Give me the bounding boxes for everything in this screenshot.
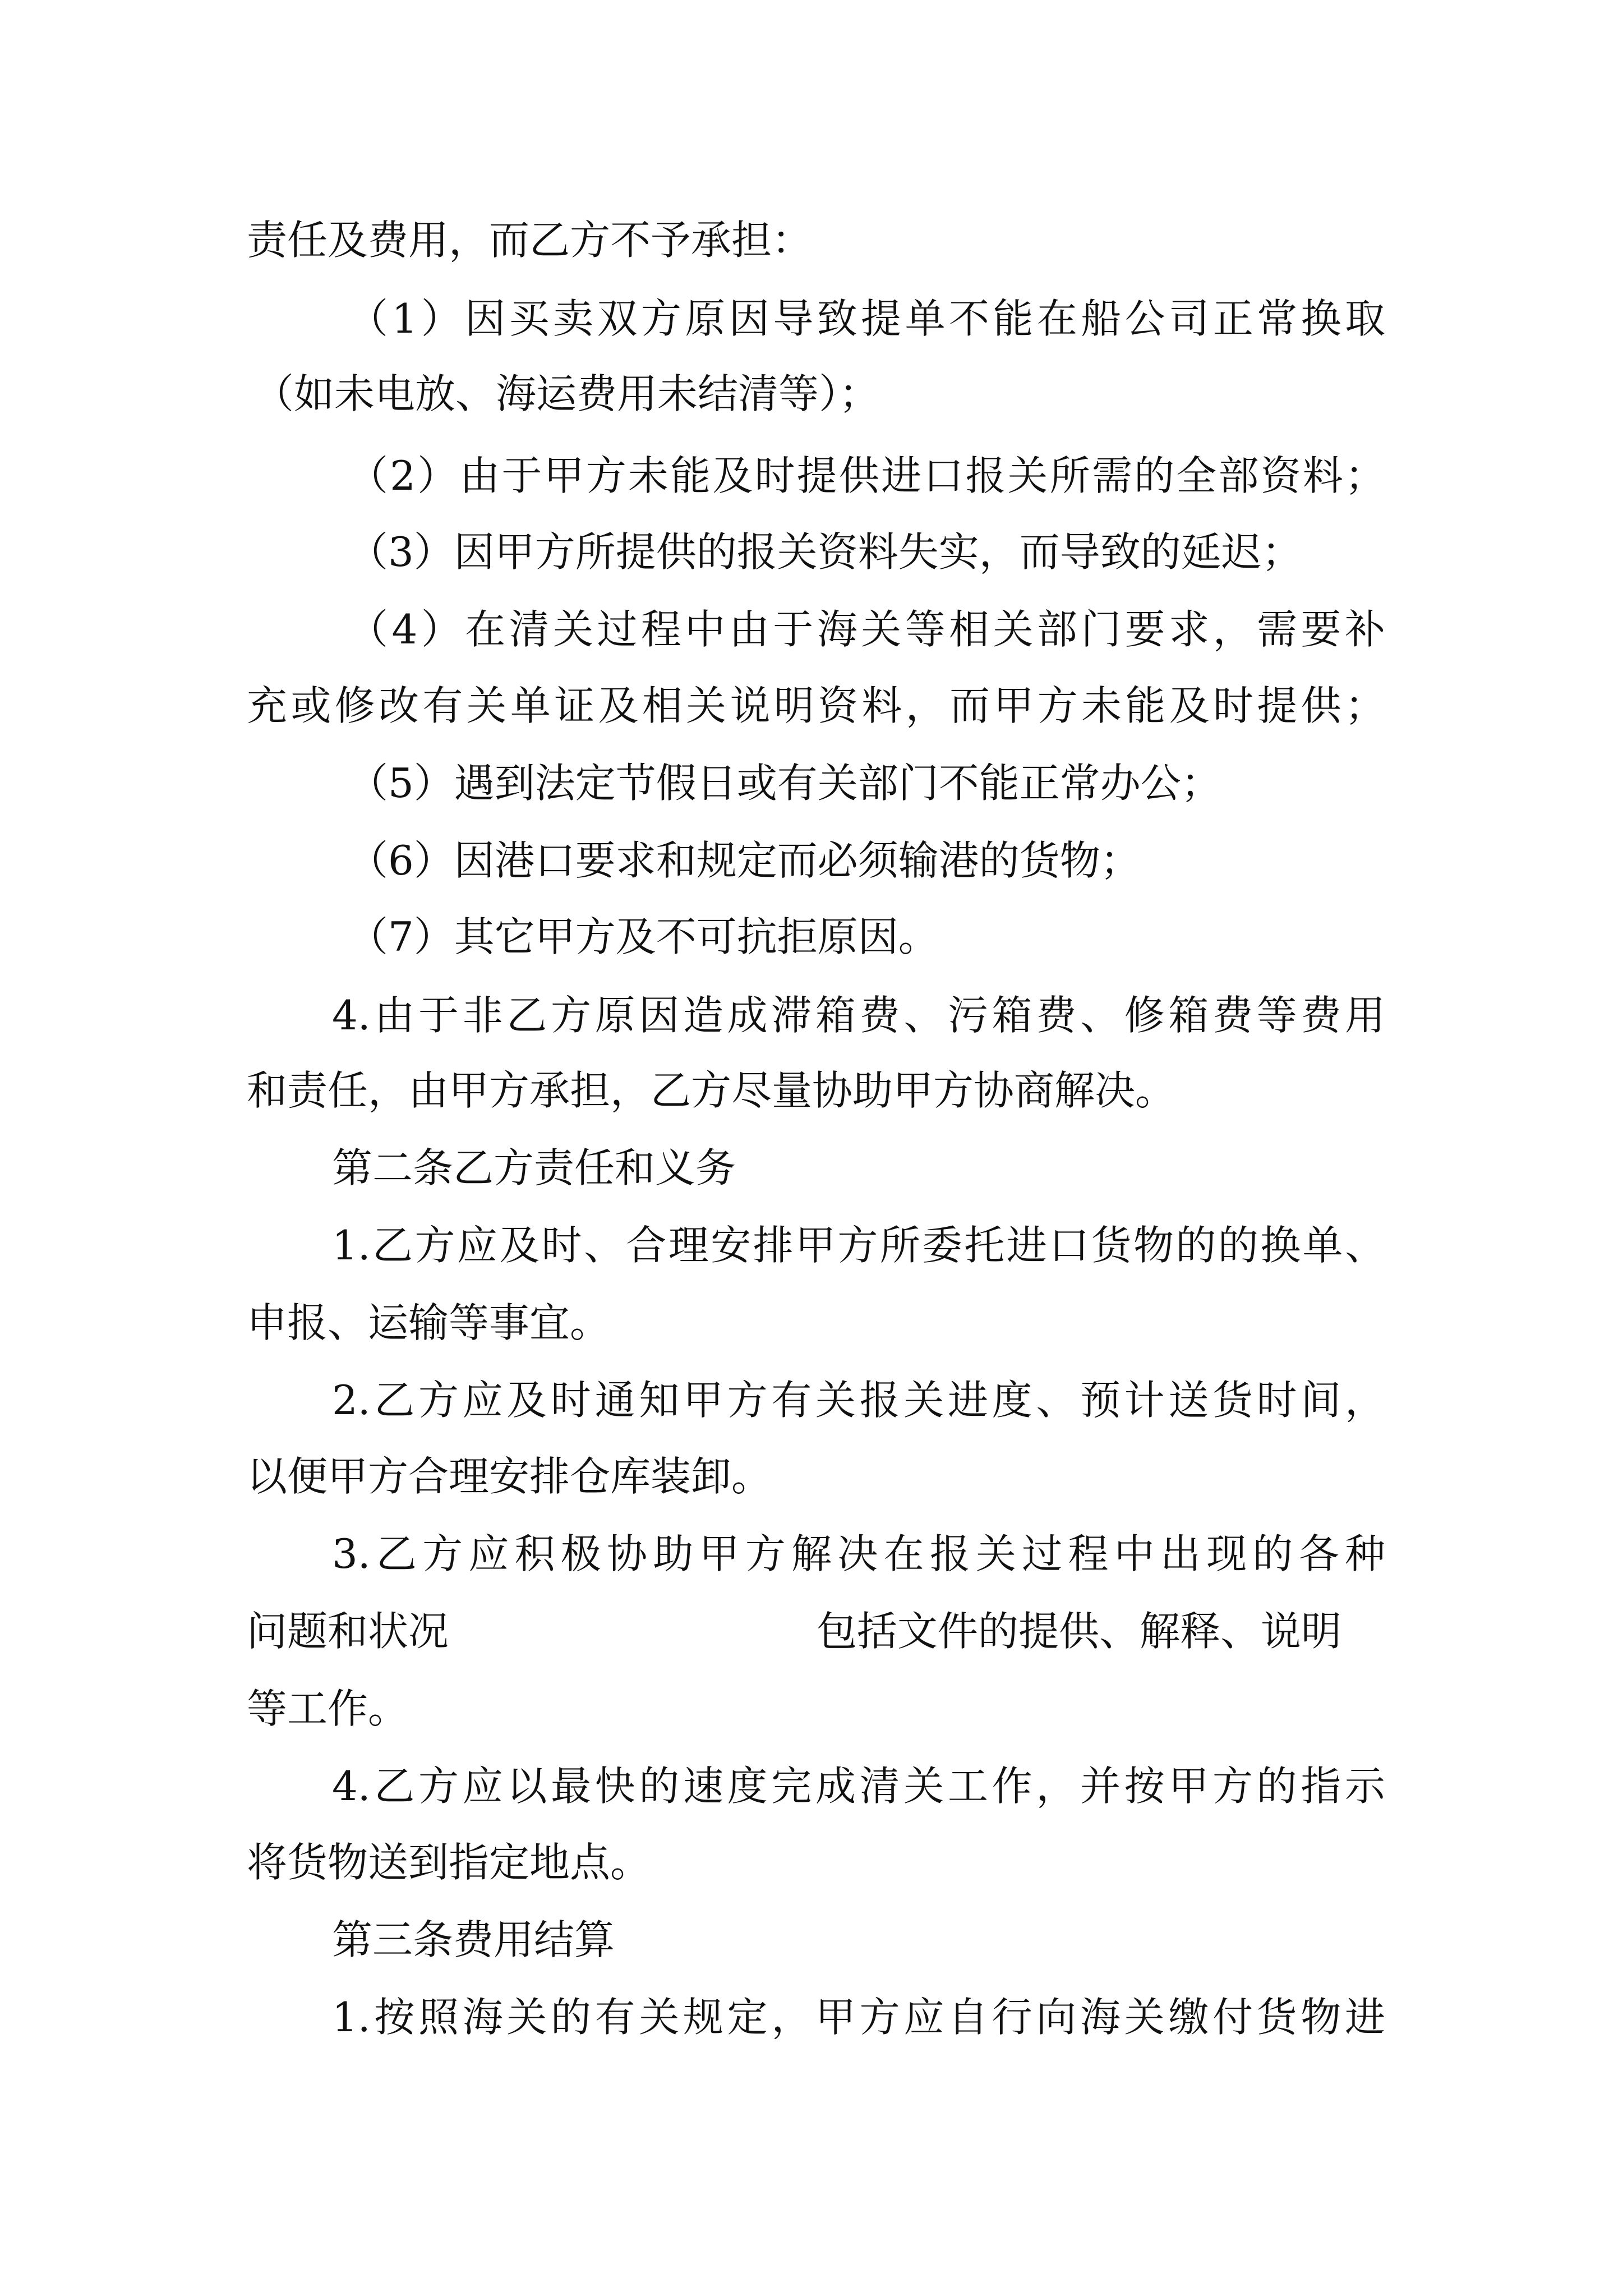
text-line: （6）因港口要求和规定而必须输港的货物； (348, 837, 1141, 884)
text-line: 4.乙方应以最快的速度完成清关工作，并按甲方的指示 (332, 1763, 1385, 1810)
text-line: （5）遇到法定节假日或有关部门不能正常办公； (348, 760, 1221, 807)
text-line-right: 包括文件的提供、解释、说明 (817, 1608, 1342, 1655)
text-line: （4）在清关过程中由于海关等相关部门要求，需要补 (348, 606, 1385, 653)
text-line: （3）因甲方所提供的报关资料失实，而导致的延迟； (348, 528, 1302, 576)
text-line: 2.乙方应及时通知甲方有关报关进度、预计送货时间， (332, 1377, 1385, 1424)
text-line: 1.乙方应及时、合理安排甲方所委托进口货物的的换单、 (332, 1222, 1385, 1269)
text-line: 充或修改有关单证及相关说明资料，而甲方未能及时提供； (247, 682, 1385, 729)
text-line: 3.乙方应积极协助甲方解决在报关过程中出现的各种 (332, 1530, 1385, 1577)
text-line: 将货物送到指定地点。 (247, 1839, 651, 1886)
text-line: （2）由于甲方未能及时提供进口报关所需的全部资料； (348, 452, 1385, 499)
section-heading: 第二条乙方责任和义务 (332, 1144, 736, 1191)
text-line: 4.由于非乙方原因造成滞箱费、污箱费、修箱费等费用 (332, 992, 1385, 1039)
text-line: 等工作。 (247, 1685, 409, 1732)
section-heading: 第三条费用结算 (332, 1916, 615, 1963)
text-line: （7）其它甲方及不可抗拒原因。 (348, 913, 939, 960)
text-line: 1.按照海关的有关规定，甲方应自行向海关缴付货物进 (332, 1994, 1385, 2041)
text-line-left: 问题和状况 (247, 1608, 449, 1655)
text-line: （如未电放、海运费用未结清等）； (253, 370, 880, 417)
text-line: 申报、运输等事宜。 (247, 1299, 611, 1346)
text-line: （1）因买卖双方原因导致提单不能在船公司正常换取 (348, 295, 1385, 342)
text-line: 和责任，由甲方承担，乙方尽量协助甲方协商解决。 (247, 1067, 1176, 1114)
text-line: 责任及费用，而乙方不予承担： (247, 217, 813, 264)
text-line-with-gap (247, 1598, 1385, 1665)
text-line: 以便甲方合理安排仓库装卸。 (247, 1453, 772, 1500)
